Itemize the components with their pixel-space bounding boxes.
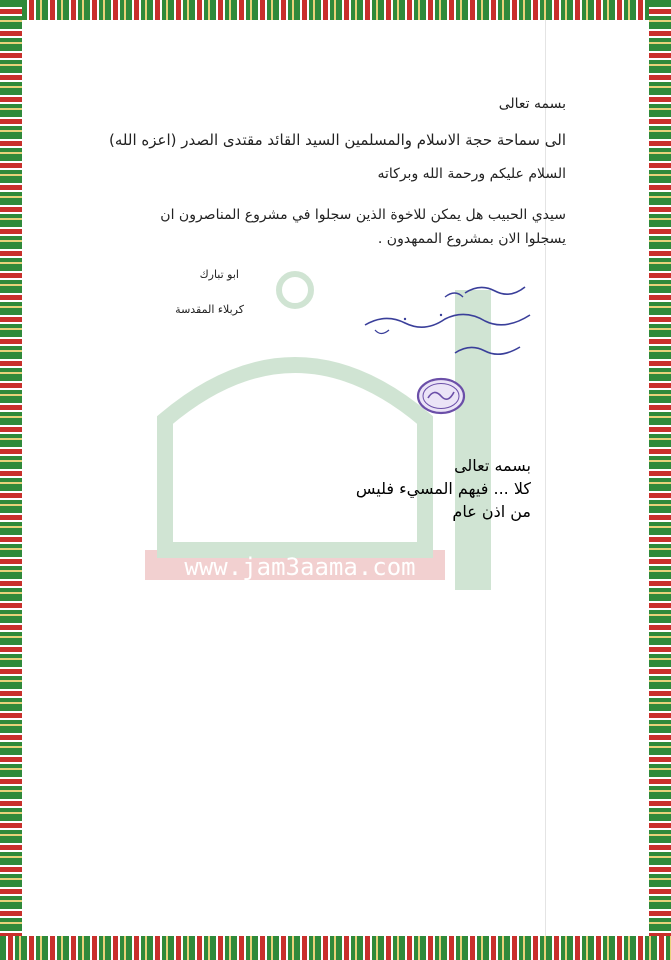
reply-line-3: من اذن عام: [452, 502, 531, 521]
handwriting-stroke: [455, 347, 520, 354]
letter-addressee: الى سماحة حجة الاسلام والمسلمين السيد القائد مقتدى الصدر (اعزه الله): [109, 131, 566, 149]
letter-greeting: السلام عليكم ورحمة الله وبركاته: [377, 166, 566, 182]
handwriting-stroke: [375, 330, 389, 334]
handwritten-reply: [345, 275, 540, 370]
decorative-border-bottom: [0, 936, 671, 960]
watermark-crescent: [279, 274, 311, 306]
watermark-url: www.jam3aama.com: [184, 553, 416, 581]
decorative-border-right: [649, 0, 671, 960]
sender-city: كربلاء المقدسة: [175, 303, 244, 316]
letter-body: سيدي الحبيب هل يمكن للاخوة الذين سجلوا في مشروع المناصرون ان يسجلوا الان بمشروع الممهدون .: [160, 207, 566, 247]
handwriting-dot: [404, 318, 406, 320]
decorative-border-left: [0, 0, 22, 960]
reply-line-1: بسمه تعالى: [454, 456, 531, 475]
handwriting-stroke: [445, 293, 463, 297]
paper-fold-line: [545, 20, 546, 936]
handwriting-dot: [440, 314, 442, 316]
sender-name: ابو تبارك: [199, 268, 239, 281]
handwriting-stroke: [365, 314, 530, 327]
watermark-dome: [165, 365, 425, 550]
official-seal: [416, 376, 466, 416]
handwriting-stroke: [465, 287, 525, 294]
letter-opening: بسمه تعالى: [498, 96, 566, 112]
reply-line-2: كلا ... فيهم المسيء فليس: [355, 479, 531, 498]
decorative-border-top: [0, 0, 671, 20]
